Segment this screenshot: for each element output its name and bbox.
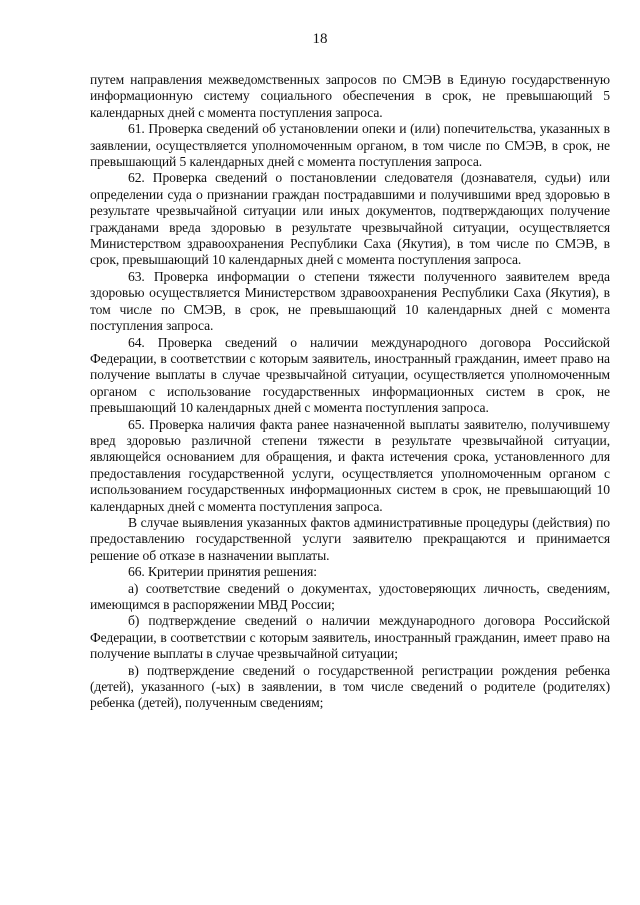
paragraph: В случае выявления указанных фактов административные процедуры (действия) по предоставлению государственной услуги заявителю прекращаются и принимается решение об отказе в назначении выплаты. xyxy=(90,514,610,563)
document-body xyxy=(90,72,610,712)
paragraph: 63. Проверка информации о степени тяжести полученного заявителем вреда здоровью осуществляется Министерством здравоохранения Республики Саха (Якутия), в том числе по СМЭВ, в срок, не превышающий 10 календарных дней с момента поступления запроса. xyxy=(90,268,610,334)
paragraph: путем направления межведомственных запросов по СМЭВ в Единую государственную информационную систему социального обеспечения в срок, не превышающий 5 календарных дней с момента поступления запроса. xyxy=(90,72,610,120)
paragraph: 66. Критерии принятия решения: xyxy=(128,564,317,580)
paragraph: 65. Проверка наличия факта ранее назначенной выплаты заявителю, получившему вред здоровью различной степени тяжести в результате чрезвычайной ситуации, являющейся основанием для обращения, и факта истечения срока, установленного для предоставления государственной услуги, осуществляется уполномоченным органом с использованием государственных информационных систем в срок, не превышающий 10 календарных дней с момента поступления запроса. xyxy=(90,416,610,514)
paragraph: 61. Проверка сведений об установлении опеки и (или) попечительства, указанных в заявлении, осуществляется уполномоченным органом, в том числе по СМЭВ, в срок, не превышающий 5 календарных дней с момента поступления запроса. xyxy=(90,121,610,170)
paragraph: а) соответствие сведений о документах, удостоверяющих личность, сведениям, имеющимся в распоряжении МВД России; xyxy=(90,580,610,612)
paragraph: 62. Проверка сведений о постановлении следователя (дознавателя, судьи) или определении суда о признании граждан пострадавшими и получившими вред здоровью в результате чрезвычайной ситуации или иных документов, подтверждающих получение гражданами вреда здоровью в результате чрезвычайной ситуации, осуществляется Министерством здравоохранения Республики Саха (Якутия), в том числе по СМЭВ, в срок, превышающий 10 календарных дней с момента поступления запроса. xyxy=(90,170,610,268)
paragraph: 64. Проверка сведений о наличии международного договора Российской Федерации, в соответствии с которым заявитель, иностранный гражданин, имеет право на получение выплаты в случае чрезвычайной ситуации, осуществляется уполномоченным органом с использование государственных информационных систем в срок, не превышающий 10 календарных дней с момента поступления запроса. xyxy=(90,334,610,416)
paragraph: в) подтверждение сведений о государственной регистрации рождения ребенка (детей), указанного (-ых) в заявлении, в том числе сведений о родителе (родителях) ребенка (детей), полученным сведениям; xyxy=(90,662,610,711)
page-number: 18 xyxy=(312,31,328,47)
paragraph: б) подтверждение сведений о наличии международного договора Российской Федерации, в соответствии с которым заявитель, иностранный гражданин, имеет право на получение выплаты в случае чрезвычайной ситуации; xyxy=(90,613,610,662)
